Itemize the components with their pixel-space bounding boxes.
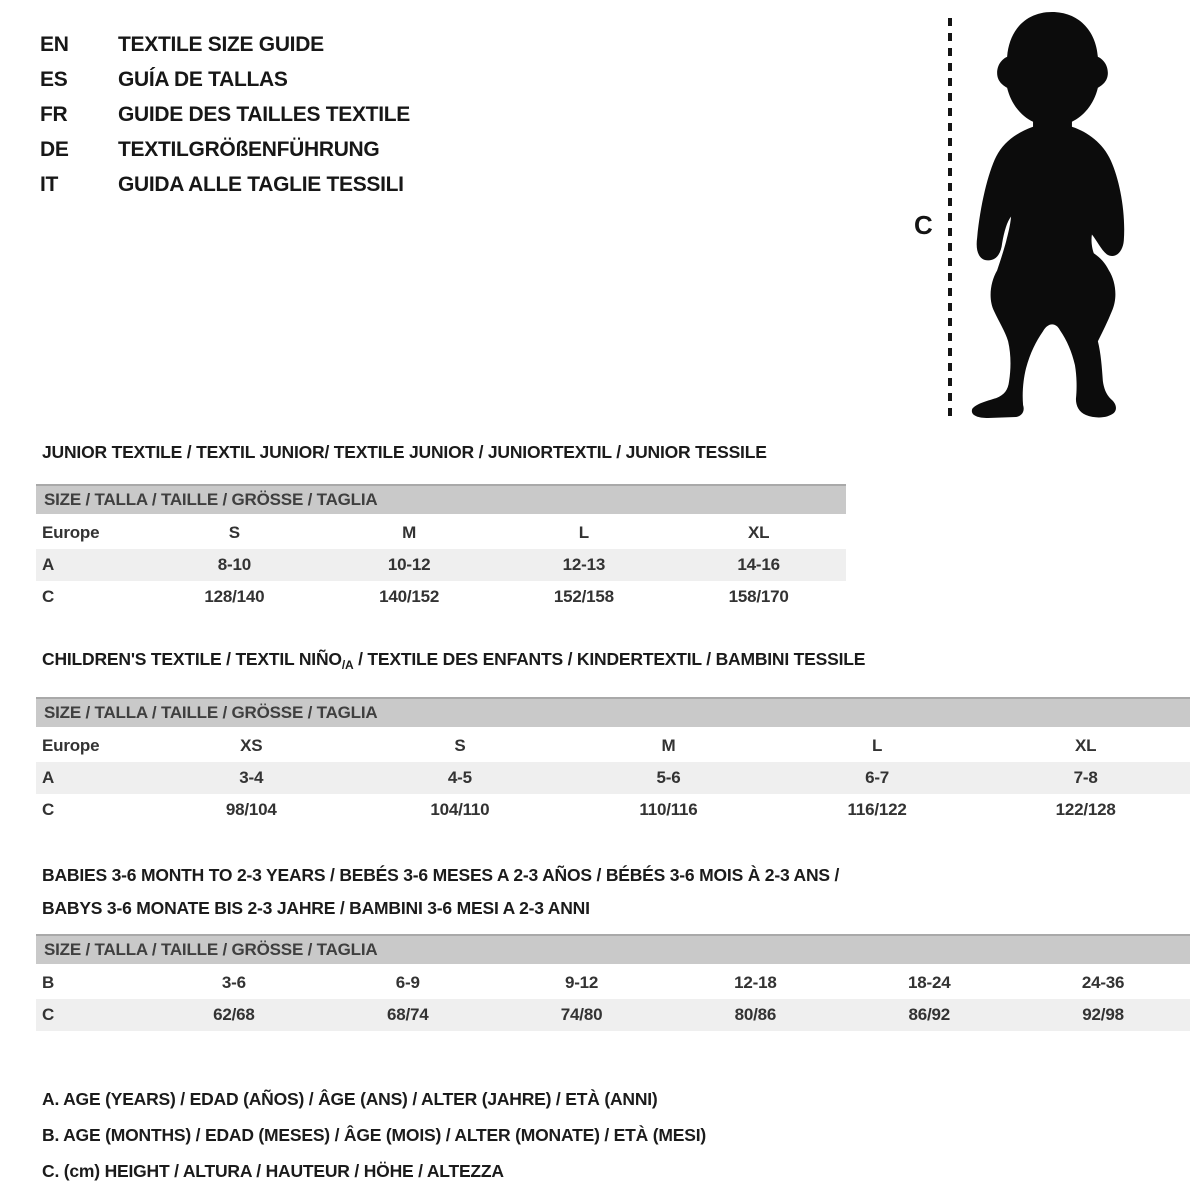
value-cell: 116/122: [847, 800, 907, 819]
value-cell: L: [578, 523, 589, 542]
value-cell: 80/86: [734, 1005, 777, 1024]
note-age-months: B. AGE (MONTHS) / EDAD (MESES) / ÂGE (MOIS) / ALTER (MONATE) / ETÀ (MESI): [42, 1125, 706, 1145]
section-title-babies-line1: BABIES 3-6 MONTH TO 2-3 YEARS / BEBÉS 3-6 MESES A 2-3 AÑOS / BÉBÉS 3-6 MOIS À 2-3 ANS /: [42, 865, 840, 885]
value-cell: 3-6: [221, 973, 246, 992]
height-measure-figure: [900, 0, 1200, 430]
table-row: [36, 517, 846, 549]
header-row: [0, 0, 1200, 430]
toddler-silhouette-image: [962, 10, 1138, 424]
language-title-list: [0, 0, 900, 430]
guide-title-fr: GUIDE DES TAILLES TEXTILE: [118, 103, 410, 126]
value-cell: 152/158: [553, 587, 614, 606]
babies-table-rows: [36, 967, 1190, 1031]
value-cell: 140/152: [379, 587, 440, 606]
size-bar-label: SIZE / TALLA / TAILLE / GRÖSSE / TAGLIA: [36, 934, 1190, 964]
value-cell: 128/140: [204, 587, 265, 606]
value-cell: 98/104: [225, 800, 277, 819]
value-cell: 122/128: [1055, 800, 1116, 819]
children-title-prefix: CHILDREN'S TEXTILE / TEXTIL NIÑO: [42, 649, 342, 669]
value-cell: M: [402, 523, 417, 542]
value-cell: 8-10: [217, 555, 251, 574]
children-size-table: [36, 697, 1190, 826]
height-measure-label: C: [914, 210, 933, 240]
language-code: FR: [40, 103, 68, 126]
legend-notes: [42, 1081, 1200, 1189]
table-row: [36, 762, 1190, 794]
note-height-cm: C. (cm) HEIGHT / ALTURA / HAUTEUR / HÖHE / ALTEZZA: [42, 1161, 504, 1181]
section-title-junior: JUNIOR TEXTILE / TEXTIL JUNIOR/ TEXTILE JUNIOR / JUNIORTEXTIL / JUNIOR TESSILE: [42, 442, 767, 462]
size-bar-label: SIZE / TALLA / TAILLE / GRÖSSE / TAGLIA: [36, 484, 846, 514]
value-cell: 3-4: [239, 768, 264, 787]
value-cell: 6-7: [865, 768, 890, 787]
language-row-fr: [40, 97, 900, 132]
guide-title-de: TEXTILGRÖßENFÜHRUNG: [118, 138, 380, 161]
table-row: [36, 967, 1190, 999]
children-title-sub: /A: [341, 658, 354, 672]
language-row-it: [40, 167, 900, 202]
value-cell: 74/80: [560, 1005, 603, 1024]
table-row: [36, 549, 846, 581]
guide-title-it: GUIDA ALLE TAGLIE TESSILI: [118, 173, 404, 196]
table-row: [36, 581, 846, 613]
value-cell: 86/92: [908, 1005, 950, 1024]
row-label-cell: A: [42, 555, 55, 574]
section-junior: [0, 442, 1200, 613]
table-row: [36, 794, 1190, 826]
row-label-cell: A: [42, 768, 55, 787]
value-cell: S: [228, 523, 240, 542]
language-code: IT: [40, 173, 59, 196]
value-cell: 158/170: [728, 587, 789, 606]
value-cell: 4-5: [447, 768, 472, 787]
value-cell: 14-16: [737, 555, 780, 574]
value-cell: 110/116: [639, 800, 698, 819]
row-label-cell: C: [42, 800, 55, 819]
value-cell: 12-18: [734, 973, 777, 992]
value-cell: 18-24: [907, 973, 951, 992]
value-cell: XL: [1075, 736, 1097, 755]
value-cell: XL: [747, 523, 770, 542]
language-code: EN: [40, 33, 69, 56]
row-label-cell: C: [42, 1005, 55, 1024]
section-title-babies-line2: BABYS 3-6 MONATE BIS 2-3 JAHRE / BAMBINI 3-6 MESI A 2-3 ANNI: [42, 898, 590, 918]
children-table-rows: [36, 730, 1190, 826]
language-row-en: [40, 27, 900, 62]
value-cell: XS: [240, 736, 263, 755]
section-children: [0, 649, 1200, 826]
section-title-children: [42, 649, 1200, 675]
value-cell: 92/98: [1082, 1005, 1124, 1024]
size-bar-label: SIZE / TALLA / TAILLE / GRÖSSE / TAGLIA: [36, 697, 1190, 727]
section-babies: [0, 859, 1200, 1031]
height-dashed-line: [948, 18, 952, 416]
row-label-cell: Europe: [42, 736, 100, 755]
value-cell: 9-12: [564, 973, 599, 992]
row-label-cell: Europe: [42, 523, 100, 542]
table-row: [36, 730, 1190, 762]
value-cell: 7-8: [1073, 768, 1098, 787]
note-age-years: A. AGE (YEARS) / EDAD (AÑOS) / ÂGE (ANS) / ALTER (JAHRE) / ETÀ (ANNI): [42, 1089, 658, 1109]
language-row-de: [40, 132, 900, 167]
value-cell: M: [661, 736, 676, 755]
value-cell: 68/74: [386, 1005, 429, 1024]
babies-size-table: [36, 934, 1190, 1031]
value-cell: 24-36: [1081, 973, 1125, 992]
children-title-suffix: / TEXTILE DES ENFANTS / KINDERTEXTIL / BAMBINI TESSILE: [353, 649, 866, 669]
row-label-cell: C: [42, 587, 55, 606]
guide-title-en: TEXTILE SIZE GUIDE: [118, 33, 324, 56]
value-cell: 104/110: [430, 800, 490, 819]
value-cell: 62/68: [213, 1005, 255, 1024]
value-cell: L: [871, 736, 883, 755]
junior-size-table: [36, 484, 846, 613]
table-row: [36, 999, 1190, 1031]
row-label-cell: B: [42, 973, 55, 992]
value-cell: 10-12: [387, 555, 431, 574]
value-cell: 5-6: [656, 768, 681, 787]
value-cell: 6-9: [395, 973, 420, 992]
language-row-es: [40, 62, 900, 97]
language-code: ES: [40, 68, 68, 91]
language-code: DE: [40, 138, 69, 161]
value-cell: S: [454, 736, 466, 755]
guide-title-es: GUÍA DE TALLAS: [118, 68, 288, 91]
junior-table-rows: [36, 517, 846, 613]
value-cell: 12-13: [562, 555, 606, 574]
